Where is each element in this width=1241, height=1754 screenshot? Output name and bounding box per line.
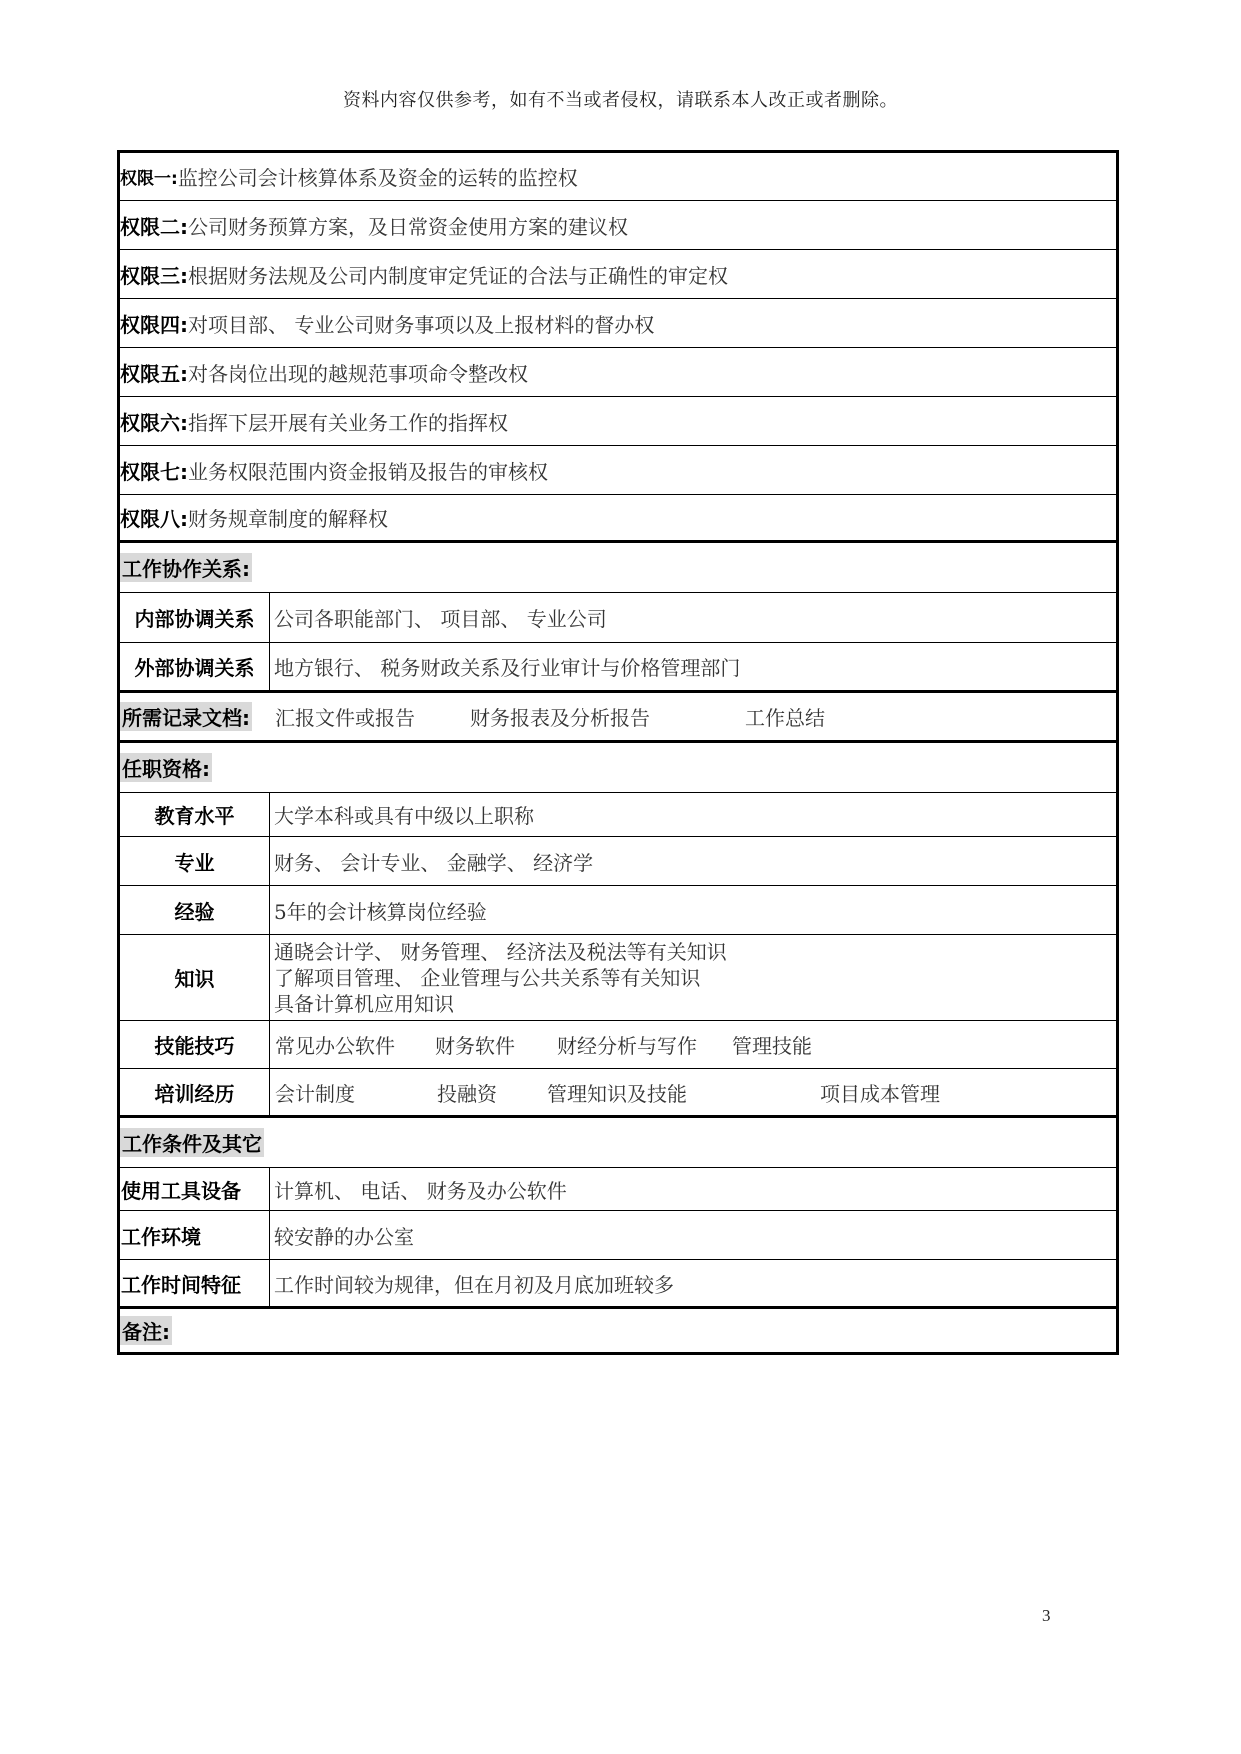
row-label: 使用工具设备 bbox=[121, 1178, 241, 1203]
training-item: 投融资 bbox=[437, 1081, 497, 1106]
authority-row-2 bbox=[120, 201, 1116, 250]
external-coordination-row bbox=[120, 643, 1116, 693]
authority-text: 根据财务法规及公司内制度审定凭证的合法与正确性的审定权 bbox=[188, 263, 728, 288]
authority-row-6 bbox=[120, 397, 1116, 446]
authority-label: 权限八: bbox=[120, 507, 188, 531]
row-label: 经验 bbox=[174, 899, 215, 924]
row-label: 知识 bbox=[174, 967, 215, 991]
row-value: 较安静的办公室 bbox=[274, 1224, 414, 1249]
record-item: 财务报表及分析报告 bbox=[470, 706, 650, 730]
row-value: 大学本科或具有中级以上职称 bbox=[274, 804, 534, 828]
training-item: 会计制度 bbox=[275, 1081, 355, 1106]
authority-text: 监控公司会计核算体系及资金的运转的监控权 bbox=[177, 166, 578, 190]
authority-row-4 bbox=[120, 299, 1116, 348]
row-value: 5年的会计核算岗位经验 bbox=[274, 899, 487, 924]
row-label: 工作环境 bbox=[121, 1224, 201, 1249]
remarks-label: 备注: bbox=[120, 1316, 172, 1345]
row-label: 所需记录文档: bbox=[120, 702, 252, 731]
skill-item: 常见办公软件 bbox=[275, 1034, 395, 1058]
authority-label: 权限六: bbox=[120, 410, 188, 435]
row-value: 公司各职能部门、 项目部、 专业公司 bbox=[274, 607, 607, 631]
authority-text: 对项目部、 专业公司财务事项以及上报材料的督办权 bbox=[188, 312, 655, 337]
row-value: 财务、 会计专业、 金融学、 经济学 bbox=[274, 850, 594, 875]
major-row bbox=[120, 837, 1116, 886]
row-label: 教育水平 bbox=[154, 804, 235, 828]
work-time-row bbox=[120, 1260, 1116, 1309]
authority-row-8 bbox=[120, 495, 1116, 543]
authority-label: 权限一: bbox=[120, 169, 178, 189]
job-description-table bbox=[117, 150, 1119, 1355]
authority-row-5 bbox=[120, 348, 1116, 397]
authority-text: 指挥下层开展有关业务工作的指挥权 bbox=[188, 410, 508, 435]
row-label: 技能技巧 bbox=[154, 1034, 235, 1058]
section-title: 工作条件及其它 bbox=[120, 1128, 264, 1157]
qualifications-header-row bbox=[120, 743, 1116, 793]
page-number: 3 bbox=[1042, 1606, 1051, 1625]
skills-row bbox=[120, 1021, 1116, 1069]
authority-text: 财务规章制度的解释权 bbox=[188, 507, 388, 531]
tools-row bbox=[120, 1168, 1116, 1211]
row-label: 工作时间特征 bbox=[121, 1272, 241, 1297]
conditions-header-row bbox=[120, 1118, 1116, 1168]
row-label: 培训经历 bbox=[154, 1081, 235, 1106]
knowledge-line: 具备计算机应用知识 bbox=[274, 991, 454, 1016]
skill-item: 财经分析与写作 bbox=[557, 1034, 697, 1058]
authority-label: 权限七: bbox=[120, 459, 188, 484]
training-item: 管理知识及技能 bbox=[547, 1081, 687, 1106]
authority-row-7 bbox=[120, 446, 1116, 495]
authority-label: 权限二: bbox=[120, 214, 188, 239]
knowledge-line: 了解项目管理、 企业管理与公共关系等有关知识 bbox=[274, 965, 701, 990]
knowledge-line: 通晓会计学、 财务管理、 经济法及税法等有关知识 bbox=[274, 939, 727, 964]
row-value: 地方银行、 税务财政关系及行业审计与价格管理部门 bbox=[274, 656, 741, 680]
authority-label: 权限五: bbox=[120, 361, 188, 386]
training-item: 项目成本管理 bbox=[820, 1081, 940, 1106]
section-title: 任职资格: bbox=[120, 753, 212, 782]
authority-row-1 bbox=[120, 153, 1116, 201]
skill-item: 管理技能 bbox=[732, 1034, 812, 1058]
row-value: 工作时间较为规律，但在月初及月底加班较多 bbox=[274, 1272, 674, 1297]
remarks-row bbox=[120, 1309, 1116, 1352]
collaboration-header-row bbox=[120, 543, 1116, 593]
authority-row-3 bbox=[120, 250, 1116, 299]
skill-item: 财务软件 bbox=[435, 1034, 515, 1058]
training-row bbox=[120, 1069, 1116, 1118]
row-label: 外部协调关系 bbox=[134, 656, 255, 680]
authority-label: 权限四: bbox=[120, 312, 188, 337]
records-row bbox=[120, 693, 1116, 743]
authority-text: 业务权限范围内资金报销及报告的审核权 bbox=[188, 459, 548, 484]
environment-row bbox=[120, 1211, 1116, 1260]
authority-text: 对各岗位出现的越规范事项命令整改权 bbox=[188, 361, 528, 386]
record-item: 汇报文件或报告 bbox=[275, 706, 415, 730]
experience-row bbox=[120, 886, 1116, 935]
authority-label: 权限三: bbox=[120, 263, 188, 288]
record-item: 工作总结 bbox=[745, 706, 825, 730]
row-label: 专业 bbox=[174, 850, 215, 875]
authority-text: 公司财务预算方案，及日常资金使用方案的建议权 bbox=[188, 214, 628, 239]
row-label: 内部协调关系 bbox=[134, 607, 255, 631]
row-value: 计算机、 电话、 财务及办公软件 bbox=[274, 1178, 567, 1203]
internal-coordination-row bbox=[120, 593, 1116, 643]
header-note: 资料内容仅供参考，如有不当或者侵权，请联系本人改正或者删除。 bbox=[343, 90, 898, 111]
knowledge-row bbox=[120, 935, 1116, 1021]
education-row bbox=[120, 793, 1116, 837]
section-title: 工作协作关系: bbox=[120, 553, 252, 582]
